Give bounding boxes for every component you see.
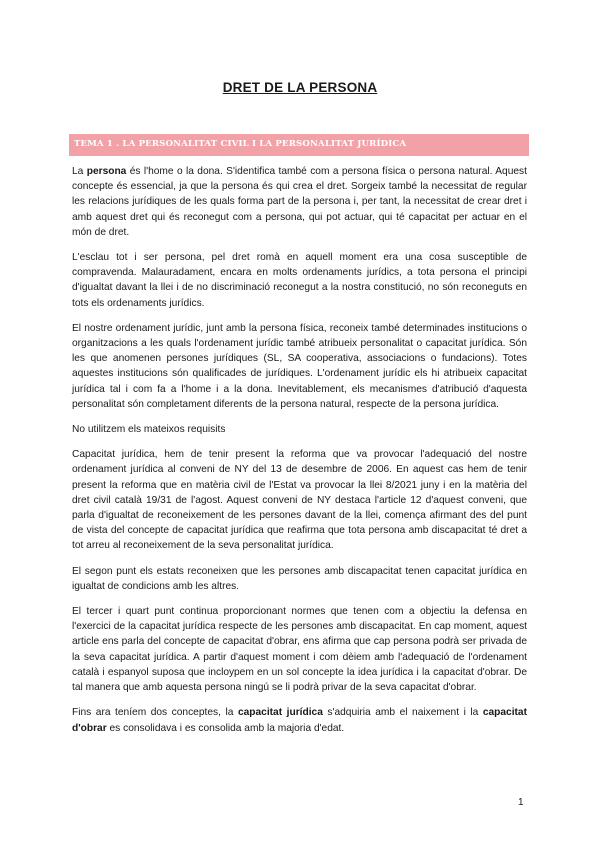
section-heading-banner [69,134,529,156]
paragraph-text: s'adquiria amb el naixement i la [322,707,483,719]
paragraph-persona [72,164,527,240]
page-number: 1 [518,797,524,808]
bold-term-capacitat-obrar: capacitat d'obrar [72,707,527,734]
paragraph-capacitat-juridica: Capacitat jurídica, hem de tenir present la reforma que va provocar l'adequació del nostre ordenament jurídica al conveni de NY del 13 de desembre de 2006. En aquest cas hem de tenir present la reforma que en matèria civil de l'Estat va provocar la llei 8/2021 juny i en la matèria del dret civil català 19/31 de l'agost. Aquest conveni de NY destaca l'article 12 d'aquest conveni, que parla d'igualtat de reconeixement de les persones davant de la llei, comença afirmant des del punt de vista del concepte de capacitat jurídica que reafirma que tota persona amb discapacitat té dret a tot arreu al reconeixement de la seva personalitat jurídica. [72,449,527,552]
paragraph-persones-juridiques: El nostre ordenament jurídic, junt amb la persona física, reconeix també determinades institucions o organitzacions a les quals l'ordenament jurídic també atribueix personalitat o capacitat jurídica. Són les que anomenen persones jurídiques (SL, SA cooperativa, associacions o fundacions). Totes aquestes institucions són qualificades de jurídiques. L'ordenament jurídic els hi atribueix capacitat jurídica tal i com fa a l'home i a la dona. Inevitablement, els mecanismes d'atribució d'aquesta personalitat són completament diferents de la persona natural, respecte de la persona jurídica. [72,322,527,410]
paragraph-text: La [72,166,87,177]
paragraph-segon-punt: El segon punt els estats reconeixen que les persones amb discapacitat tenen capacitat jurídica en igualtat de condicions amb les altres. [72,565,527,592]
bold-term-persona: persona [86,166,127,177]
paragraph-requisits: No utilitzem els mateixos requisits [72,424,226,436]
document-body [72,164,527,746]
bold-term-capacitat-juridica: capacitat jurídica [237,707,323,719]
paragraph-text: Fins ara teníem dos conceptes, la [72,707,238,719]
section-heading: TEMA 1 . LA PERSONALITAT CIVIL I LA PERSONALITAT JURÍDICA [74,139,407,149]
page-title: DRET DE LA PERSONA [222,80,378,95]
paragraph-dos-conceptes [72,705,527,735]
paragraph-esclau: L'esclau tot i ser persona, pel dret romà en aquell moment era una cosa susceptible de compravenda. Malauradament, encara en molts ordenaments jurídics, a tota persona el principi d'igualtat davant la llei i de no discriminació reconegut a la nostra constitució, no són reconeguts en tots els ordenaments jurídics. [72,252,527,309]
paragraph-text: es consolidava i es consolida amb la majoria d'edat. [106,722,345,734]
paragraph-tercer-quart-punt: El tercer i quart punt continua proporcionant normes que tenen com a objectiu la defensa en l'exercici de la capacitat jurídica respecte de les persones amb discapacitat. En cap moment, aquest article ens parla del concepte de capacitat d'obrar, ens afirma que cap persona podrà ser privada de la seva capacitat jurídica. A partir d'aquest moment i com dèiem amb l'adequació de l'ordenament català i espanyol suposa que incloурem en un sol concepte la idea jurídica i la capacitat d'obrar. De tal manera que amb aquesta persona ningú se li podrà privar de la seva capacitat d'obrar. [72,606,527,694]
paragraph-text: és l'home o la dona. S'identifica també com a persona física o persona natural. Aquest concepte és essencial, ja que la persona és qui crea el dret. Sorgeix també la necessitat de regular les relacions jurídiques de les quals forma part de la persona i, per tant, la necessitat de crear dret i amb aquest dret qui és reconegut com a persona, qui pot actuar, qui té capacitat per actuar en el món de dret. [72,166,527,238]
